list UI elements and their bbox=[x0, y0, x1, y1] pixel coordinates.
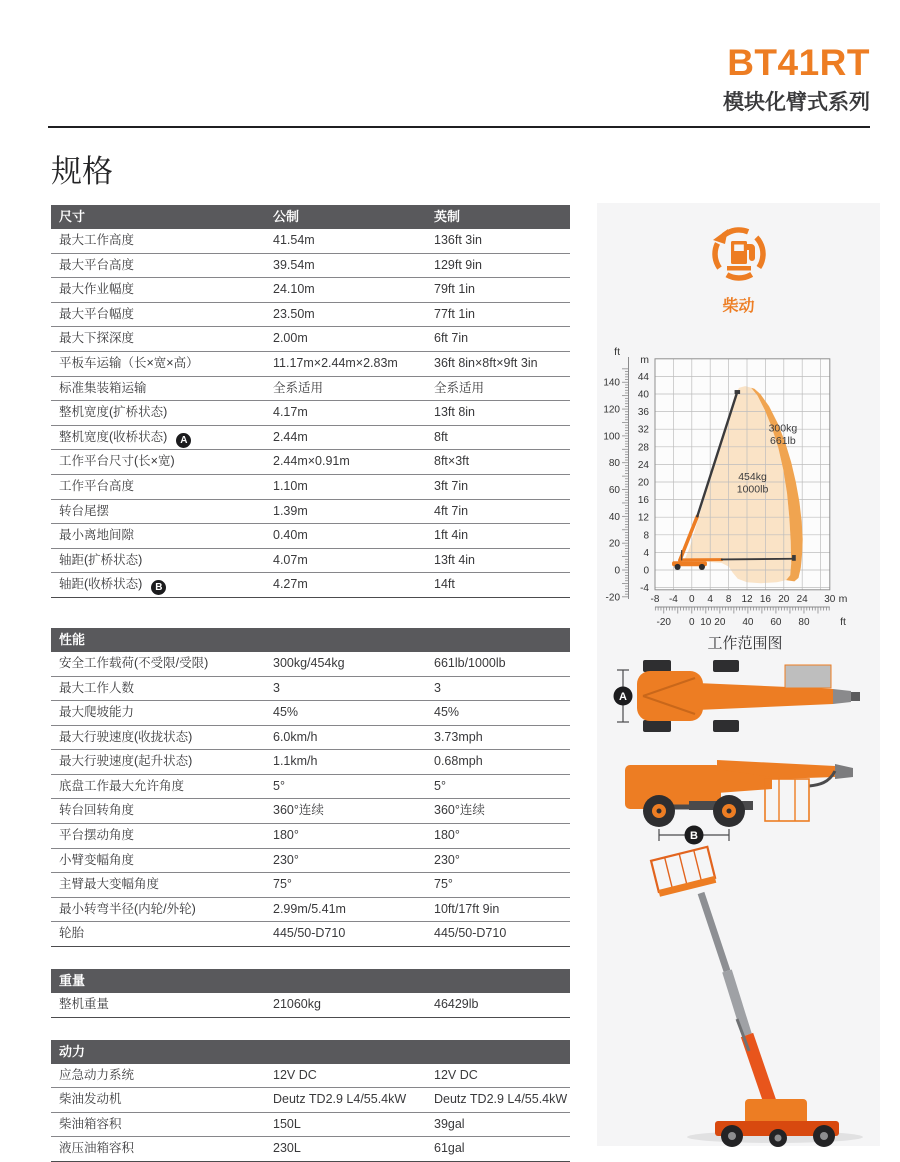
spec-imperial-value: 661lb/1000lb bbox=[434, 652, 506, 676]
spec-row bbox=[51, 229, 570, 254]
y-axis-m-tick: 32 bbox=[638, 425, 650, 436]
spec-row bbox=[51, 922, 570, 947]
spec-label: 最小转弯半径(内轮/外轮) bbox=[59, 898, 196, 922]
spec-row bbox=[51, 873, 570, 898]
spec-imperial-value: 8ft bbox=[434, 426, 448, 450]
dim-badge-a: A bbox=[176, 433, 191, 448]
spec-imperial-value: 5° bbox=[434, 775, 446, 799]
y-axis-m-tick: 0 bbox=[643, 566, 649, 577]
spec-label: 平板车运输（长×宽×高） bbox=[59, 352, 199, 376]
spec-imperial-value: 77ft 1in bbox=[434, 303, 475, 327]
spec-label: 液压油箱容积 bbox=[59, 1137, 134, 1161]
spec-imperial-value: 4ft 7in bbox=[434, 500, 468, 524]
spec-metric-value: 1.1km/h bbox=[273, 750, 317, 774]
spec-row bbox=[51, 1113, 570, 1138]
spec-row bbox=[51, 254, 570, 279]
svg-text:m: m bbox=[640, 354, 649, 366]
spec-row bbox=[51, 549, 570, 574]
x-axis-ft-tick: 0 bbox=[689, 617, 695, 628]
chart-platform-mark bbox=[735, 390, 741, 394]
y-axis-m-tick: 36 bbox=[638, 407, 650, 418]
y-axis-m-tick: -4 bbox=[640, 583, 649, 594]
y-axis-m-tick: 16 bbox=[638, 495, 650, 506]
spec-imperial-value: 10ft/17ft 9in bbox=[434, 898, 499, 922]
spec-metric-value: 45% bbox=[273, 701, 298, 725]
spec-metric-value: 2.00m bbox=[273, 327, 308, 351]
x-axis-m-tick: -8 bbox=[651, 594, 660, 605]
spec-metric-value: 5° bbox=[273, 775, 285, 799]
spec-row bbox=[51, 401, 570, 426]
spec-metric-value: 21060kg bbox=[273, 993, 321, 1017]
spec-label: 小臂变幅角度 bbox=[59, 849, 134, 873]
working-range-chart bbox=[597, 343, 880, 658]
spec-row bbox=[51, 652, 570, 677]
spec-row bbox=[51, 1137, 570, 1162]
spec-imperial-value: 0.68mph bbox=[434, 750, 483, 774]
spec-row bbox=[51, 303, 570, 328]
spec-metric-value: Deutz TD2.9 L4/55.4kW bbox=[273, 1088, 406, 1112]
spec-table bbox=[51, 205, 570, 1162]
spec-label: 最大爬坡能力 bbox=[59, 701, 134, 725]
spec-label: 柴油发动机 bbox=[59, 1088, 122, 1112]
power-type-label: 柴动 bbox=[597, 293, 880, 316]
spec-imperial-value: 180° bbox=[434, 824, 460, 848]
spec-metric-value: 360°连续 bbox=[273, 799, 324, 823]
spec-imperial-value: 36ft 8in×8ft×9ft 3in bbox=[434, 352, 538, 376]
y-axis-m-tick: 20 bbox=[638, 478, 650, 489]
spec-label: 最大行驶速度(收拢状态) bbox=[59, 726, 192, 750]
y-axis-ft-tick: 0 bbox=[614, 566, 620, 577]
spec-imperial-value: 79ft 1in bbox=[434, 278, 475, 302]
spec-row bbox=[51, 377, 570, 402]
spec-label: 轴距(收桥状态) B bbox=[59, 573, 166, 597]
spec-section bbox=[51, 205, 570, 598]
spec-row bbox=[51, 898, 570, 923]
spec-row bbox=[51, 524, 570, 549]
x-axis-m-tick: 12 bbox=[741, 594, 753, 605]
chart-platform-mark bbox=[792, 555, 796, 561]
y-axis-ft-tick: 80 bbox=[609, 458, 621, 469]
svg-text:B: B bbox=[690, 830, 698, 842]
spec-row bbox=[51, 726, 570, 751]
spec-imperial-value: 14ft bbox=[434, 573, 455, 597]
spec-row bbox=[51, 352, 570, 377]
spec-imperial-value: 45% bbox=[434, 701, 459, 725]
y-axis-m-tick: 40 bbox=[638, 390, 650, 401]
spec-row bbox=[51, 701, 570, 726]
spec-metric-value: 4.17m bbox=[273, 401, 308, 425]
spec-metric-value: 4.27m bbox=[273, 573, 308, 597]
spec-metric-value: 全系适用 bbox=[273, 377, 323, 401]
spec-metric-value: 1.10m bbox=[273, 475, 308, 499]
spec-row bbox=[51, 849, 570, 874]
spec-metric-value: 2.44m bbox=[273, 426, 308, 450]
spec-row bbox=[51, 500, 570, 525]
zone-capacity-label: 300kg bbox=[769, 422, 798, 434]
section-title: 尺寸 bbox=[51, 209, 85, 224]
x-axis-m-tick: 20 bbox=[778, 594, 790, 605]
spec-row bbox=[51, 450, 570, 475]
spec-row bbox=[51, 824, 570, 849]
spec-metric-value: 180° bbox=[273, 824, 299, 848]
y-axis-ft-tick: 140 bbox=[603, 378, 620, 389]
spec-row bbox=[51, 327, 570, 352]
spec-metric-value: 11.17m×2.44m×2.83m bbox=[273, 352, 398, 376]
spec-imperial-value: 6ft 7in bbox=[434, 327, 468, 351]
spec-label: 工作平台尺寸(长×宽) bbox=[59, 450, 175, 474]
spec-label: 整机重量 bbox=[59, 993, 109, 1017]
spec-row bbox=[51, 573, 570, 598]
spec-imperial-value: 12V DC bbox=[434, 1064, 478, 1088]
spec-label: 最大平台高度 bbox=[59, 254, 134, 278]
x-axis-m-tick: 24 bbox=[797, 594, 809, 605]
spec-row bbox=[51, 426, 570, 451]
section-title: 性能 bbox=[51, 632, 85, 647]
spec-row bbox=[51, 278, 570, 303]
spec-section bbox=[51, 628, 570, 947]
x-axis-m-tick: 30 bbox=[824, 594, 836, 605]
spec-metric-value: 445/50-D710 bbox=[273, 922, 345, 946]
header-divider bbox=[48, 126, 870, 128]
spec-label: 底盘工作最大允许角度 bbox=[59, 775, 184, 799]
fuel-pump-recycle-icon bbox=[706, 223, 772, 289]
spec-metric-value: 41.54m bbox=[273, 229, 315, 253]
svg-text:ft: ft bbox=[840, 616, 846, 628]
spec-metric-value: 2.44m×0.91m bbox=[273, 450, 350, 474]
spec-row bbox=[51, 475, 570, 500]
spec-metric-value: 1.39m bbox=[273, 500, 308, 524]
chart-boom-line bbox=[722, 559, 794, 560]
model-name: BT41RT bbox=[723, 44, 870, 83]
x-axis-ft-tick: 10 bbox=[700, 617, 712, 628]
y-axis-m-tick: 28 bbox=[638, 442, 650, 453]
spec-metric-value: 12V DC bbox=[273, 1064, 317, 1088]
zone-capacity-label: 1000lb bbox=[737, 484, 769, 496]
svg-text:m: m bbox=[839, 593, 848, 605]
x-axis-m-tick: 8 bbox=[726, 594, 732, 605]
spec-row bbox=[51, 1064, 570, 1089]
spec-imperial-value: 230° bbox=[434, 849, 460, 873]
x-axis-ft-tick: -20 bbox=[657, 617, 672, 628]
section-title: 重量 bbox=[51, 973, 85, 988]
spec-metric-value: 4.07m bbox=[273, 549, 308, 573]
spec-section bbox=[51, 969, 570, 1018]
spec-row bbox=[51, 799, 570, 824]
y-axis-ft-tick: 20 bbox=[609, 539, 621, 550]
y-axis-m-tick: 8 bbox=[643, 530, 649, 541]
y-axis-ft-tick: 60 bbox=[609, 485, 621, 496]
zone-capacity-label: 454kg bbox=[738, 471, 767, 483]
spec-imperial-value: Deutz TD2.9 L4/55.4kW bbox=[434, 1088, 567, 1112]
machine-side-view bbox=[597, 741, 880, 845]
spec-row bbox=[51, 1088, 570, 1113]
x-axis-ft-tick: 60 bbox=[770, 617, 782, 628]
y-axis-m-tick: 24 bbox=[638, 460, 650, 471]
dim-badge-b: B bbox=[151, 580, 166, 595]
section-title: 动力 bbox=[51, 1044, 85, 1059]
spec-label: 整机宽度(收桥状态) A bbox=[59, 426, 191, 450]
svg-text:A: A bbox=[619, 691, 627, 703]
zone-capacity-label: 661lb bbox=[770, 435, 796, 447]
spec-imperial-value: 75° bbox=[434, 873, 453, 897]
x-axis-m-tick: 16 bbox=[760, 594, 772, 605]
spec-label: 最大作业幅度 bbox=[59, 278, 134, 302]
y-axis-m-tick: 12 bbox=[638, 513, 650, 524]
spec-label: 平台摆动角度 bbox=[59, 824, 134, 848]
y-axis-ft-tick: 120 bbox=[603, 405, 620, 416]
series-name: 模块化臂式系列 bbox=[723, 86, 870, 116]
spec-imperial-value: 136ft 3in bbox=[434, 229, 482, 253]
spec-imperial-value: 39gal bbox=[434, 1113, 465, 1137]
chart-machine-wheel bbox=[674, 564, 680, 570]
chart-caption: 工作范围图 bbox=[707, 634, 782, 652]
spec-metric-value: 23.50m bbox=[273, 303, 315, 327]
y-axis-ft-tick: 40 bbox=[609, 512, 621, 523]
spec-label: 标准集装箱运输 bbox=[59, 377, 147, 401]
brand-block bbox=[723, 44, 870, 116]
spec-label: 工作平台高度 bbox=[59, 475, 134, 499]
x-axis-ft-tick: 40 bbox=[742, 617, 754, 628]
page-title: 规格 bbox=[51, 146, 113, 191]
spec-metric-value: 75° bbox=[273, 873, 292, 897]
spec-metric-value: 6.0km/h bbox=[273, 726, 317, 750]
svg-text:ft: ft bbox=[614, 346, 620, 358]
section-header-bar bbox=[51, 628, 570, 652]
spec-imperial-value: 360°连续 bbox=[434, 799, 485, 823]
spec-label: 轴距(扩桥状态) bbox=[59, 549, 142, 573]
machine-photo-illustration bbox=[597, 843, 880, 1146]
spec-metric-value: 24.10m bbox=[273, 278, 315, 302]
x-axis-m-tick: 0 bbox=[689, 594, 695, 605]
y-axis-m-tick: 4 bbox=[643, 548, 649, 559]
section-header-bar bbox=[51, 205, 570, 229]
spec-metric-value: 0.40m bbox=[273, 524, 308, 548]
spec-imperial-value: 13ft 4in bbox=[434, 549, 475, 573]
spec-imperial-value: 8ft×3ft bbox=[434, 450, 469, 474]
spec-row bbox=[51, 750, 570, 775]
spec-label: 转台尾摆 bbox=[59, 500, 109, 524]
y-axis-ft-tick: -20 bbox=[606, 592, 621, 603]
spec-section bbox=[51, 1040, 570, 1162]
spec-imperial-value: 445/50-D710 bbox=[434, 922, 506, 946]
spec-label: 应急动力系统 bbox=[59, 1064, 134, 1088]
y-axis-m-tick: 44 bbox=[638, 372, 650, 383]
x-axis-m-tick: -4 bbox=[669, 594, 678, 605]
spec-metric-value: 230° bbox=[273, 849, 299, 873]
x-axis-m-tick: 4 bbox=[707, 594, 713, 605]
platform-basket bbox=[651, 847, 716, 897]
spec-label: 最大下探深度 bbox=[59, 327, 134, 351]
spec-imperial-value: 3.73mph bbox=[434, 726, 483, 750]
section-header-bar bbox=[51, 1040, 570, 1064]
column-header-metric: 公制 bbox=[273, 205, 299, 229]
spec-imperial-value: 61gal bbox=[434, 1137, 465, 1161]
spec-imperial-value: 全系适用 bbox=[434, 377, 484, 401]
machine-top-view bbox=[597, 658, 880, 738]
spec-metric-value: 39.54m bbox=[273, 254, 315, 278]
section-header-bar bbox=[51, 969, 570, 993]
spec-metric-value: 3 bbox=[273, 677, 280, 701]
spec-label: 转台回转角度 bbox=[59, 799, 134, 823]
x-axis-ft-tick: 20 bbox=[714, 617, 726, 628]
side-panel bbox=[597, 203, 880, 1146]
spec-metric-value: 150L bbox=[273, 1113, 301, 1137]
spec-label: 主臂最大变幅角度 bbox=[59, 873, 159, 897]
spec-imperial-value: 3 bbox=[434, 677, 441, 701]
spec-label: 最大行驶速度(起升状态) bbox=[59, 750, 192, 774]
spec-label: 整机宽度(扩桥状态) bbox=[59, 401, 167, 425]
spec-label: 最大工作高度 bbox=[59, 229, 134, 253]
spec-imperial-value: 13ft 8in bbox=[434, 401, 475, 425]
x-axis-ft-tick: 80 bbox=[798, 617, 810, 628]
power-type-badge bbox=[597, 223, 880, 316]
spec-imperial-value: 1ft 4in bbox=[434, 524, 468, 548]
spec-row bbox=[51, 775, 570, 800]
spec-imperial-value: 3ft 7in bbox=[434, 475, 468, 499]
spec-label: 轮胎 bbox=[59, 922, 84, 946]
spec-label: 柴油箱容积 bbox=[59, 1113, 122, 1137]
spec-label: 最大平台幅度 bbox=[59, 303, 134, 327]
spec-label: 最小离地间隙 bbox=[59, 524, 134, 548]
spec-metric-value: 300kg/454kg bbox=[273, 652, 345, 676]
spec-metric-value: 230L bbox=[273, 1137, 301, 1161]
chart-machine-wheel bbox=[699, 564, 705, 570]
spec-row bbox=[51, 993, 570, 1018]
spec-label: 最大工作人数 bbox=[59, 677, 134, 701]
working-range-figure bbox=[597, 343, 880, 658]
column-header-imperial: 英制 bbox=[434, 205, 460, 229]
spec-imperial-value: 129ft 9in bbox=[434, 254, 482, 278]
spec-label: 安全工作载荷(不受限/受限) bbox=[59, 652, 208, 676]
spec-metric-value: 2.99m/5.41m bbox=[273, 898, 346, 922]
y-axis-ft-tick: 100 bbox=[603, 431, 620, 442]
spec-imperial-value: 46429lb bbox=[434, 993, 479, 1017]
spec-row bbox=[51, 677, 570, 702]
